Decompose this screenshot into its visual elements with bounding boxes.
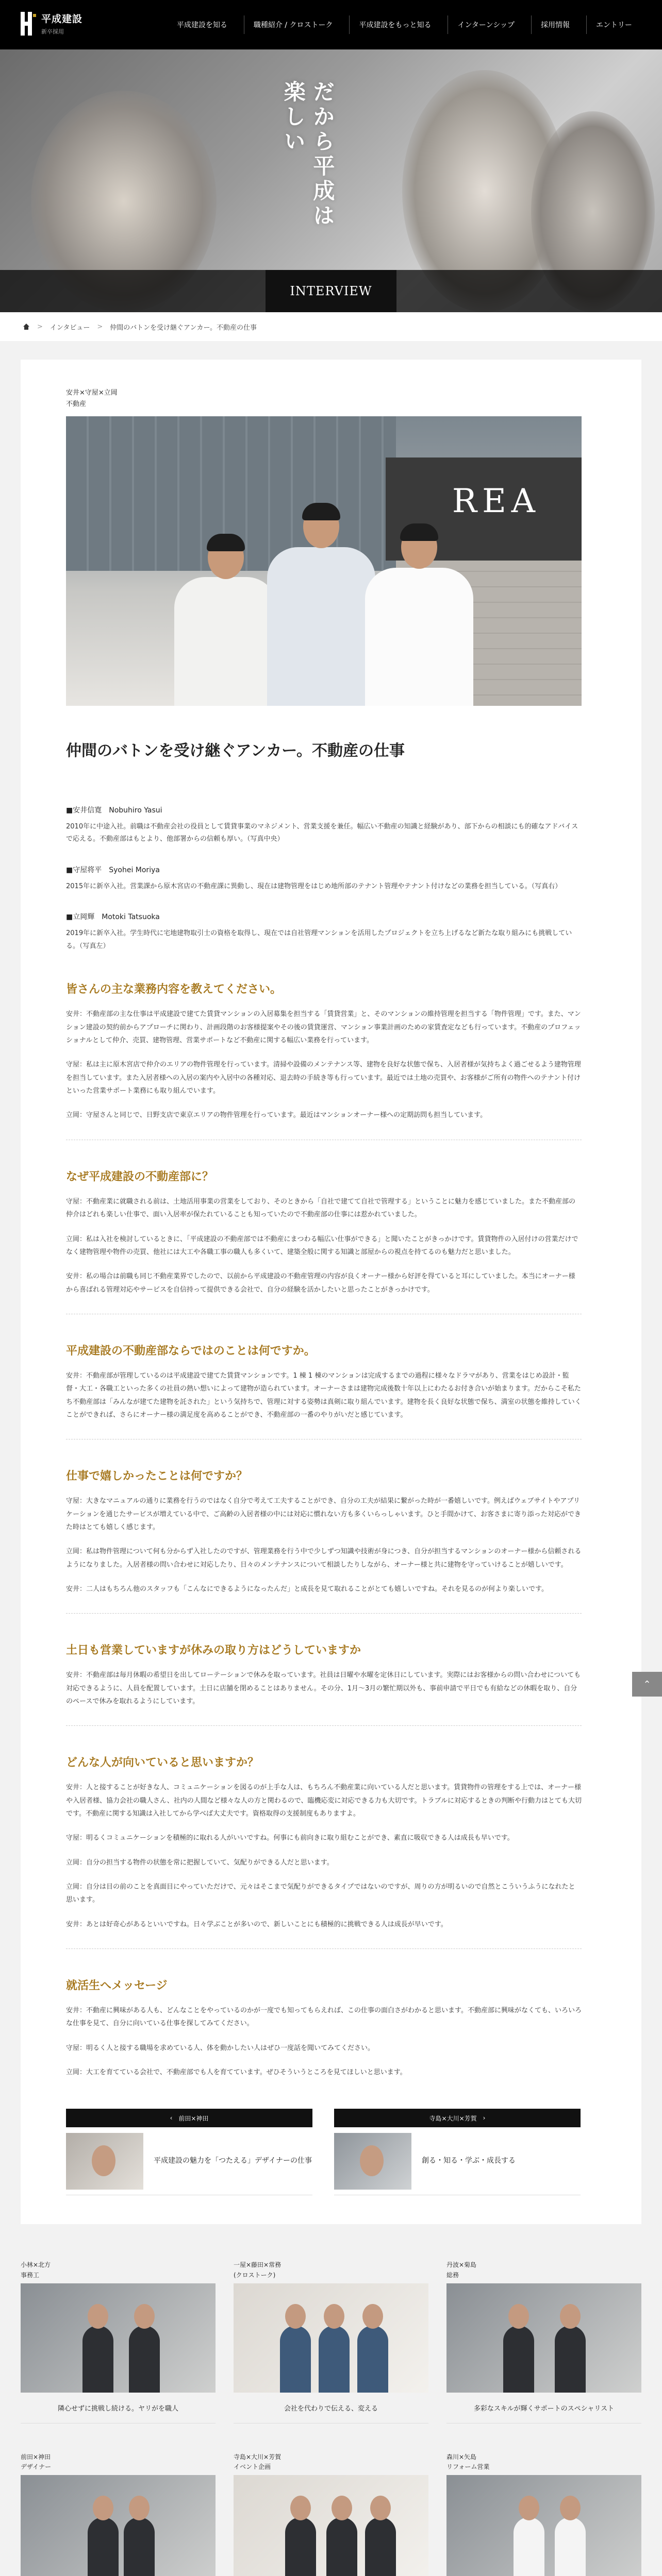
next-article-thumbnail — [334, 2133, 411, 2190]
question-heading: 土日も営業していますが休みの取り方はどうしていますか — [66, 1644, 361, 1657]
related-card[interactable]: 丹波×菊島 総務 多彩なスキルが輝くサポートのスペシャリスト — [446, 2260, 641, 2423]
answer-text: 安井：不動産部は毎月休暇の希望日を出してローテーションで休みを取っています。社員は日曜や水曜を定休日にしています。実際にはお客様からの問い合わせについても対応できるように、人員を配置しています。土日に店舗を閉めることはありません。その分、1月～3月の繁忙期以外も、事前申請で平日でも有給などの休暇を取り、自分のペースで休みを取れるようにしています。 — [66, 1671, 581, 1705]
answer-text: 守屋：明るく人と接する職場を求めている人、体を動かしたい人はぜひ一度話を聞いてみてください。 — [66, 2044, 375, 2052]
chevron-left-icon: ‹ — [170, 2114, 173, 2122]
answer-text: 安井：不動産に興味がある人も、どんなことをやっているのかが一度でも知ってもらえれば、この仕事の面白さがわかると思います。不動産部に興味がなくても、いろいろな仕事を見て、自分に向いている仕事を探してみてください。 — [66, 2007, 582, 2028]
next-article-label: 寺島×大川×芳賀 — [429, 2114, 477, 2122]
company-subtitle: 新卒採用 — [41, 28, 64, 35]
nav-about[interactable]: 平成建設を知る — [176, 21, 227, 29]
answer-text: 安井：不動産部が管理しているのは平成建設で建てた賃貸マンションです。1 棟 1 棟のマンションは完成するまでの過程に様々なドラマがあり、営業をはじめ設計・監督・大工・各職工といった多くの社員の熱い想いによって建物が造られています。オーナーさまは建物完成後数十年以上にわたるお付き合いが始まります。だからこそ私たち不動産部は「みんなが建てた建物を託された」という気持ちで、管理に対する姿勢は真剣に取り組んでいます。建物を長く良好な状態で保ち、満室の状態を維持していくことができれば、さらにオーナー様の満足度を高めることができ、不動産部の一番のやりがいだと感じています。 — [66, 1371, 582, 1419]
home-icon[interactable] — [23, 324, 30, 330]
group-photo: REA — [66, 416, 582, 706]
answer-text: 安井：不動産部の主な仕事は平成建設で建てた賃貸マンションの入居募集を担当する「賃貸営業」と、そのマンションの維持管理を担当する「物件管理」です。また、マンション建設の契約前からアプローチに関わり、計画段階のお客様提案やその後の賃貸運営、マンション事業計画のための家賃査定なども行っています。不動産のプロフェッショナルとして仲介、売買、建物管理、営業サポートなど不動産に関する幅広い業務を行っています。 — [66, 1010, 581, 1045]
hero-banner — [0, 49, 662, 312]
article-title: 仲間のバトンを受け継ぐアンカー。不動産の仕事 — [66, 742, 405, 760]
logo-mark-icon — [21, 12, 36, 36]
prev-article-thumbnail — [66, 2133, 143, 2190]
answer-text: 安井：私の場合は前職も同じ不動産業界でしたので、以前から平成建設の不動産管理の内容が良くオーナー様から好評を得ていると耳にしていました。本当にオーナー様から喜ばれる管理対応やサービスを自信持って提供できる会社で、自分の経験を活かしたいと思ったことがきっかけです。 — [66, 1273, 575, 1294]
related-interviews — [21, 2224, 641, 2576]
main-content — [0, 341, 662, 2576]
related-card[interactable]: 寺島×大川×芳賀 イベント企画 — [234, 2452, 428, 2576]
related-card[interactable]: 森川×矢島 リフォーム営業 — [446, 2452, 641, 2576]
answer-text: 守屋：明るくコミュニケーションを積極的に取れる人がいいですね。何事にも前向きに取り組むことができ、素直に吸収できる人は成長も早いです。 — [66, 1834, 514, 1842]
answer-text: 安井：人と接することが好きな人、コミュニケーションを図るのが上手な人は、もちろん不動産業に向いている人だと思います。賃貸物件の管理をする上では、オーナー様や入居者様、協力会社の職人さん、社内の人間など様々な人の方と関わるので、臨機応変に対応できる力も大切です。トラブルに対応するときの判断や行動力はとても大切です。不動産に関する知識は入社してから学べば大丈夫です。資格取得の支援制度もありますよ。 — [66, 1784, 582, 1818]
question-heading: 皆さんの主な業務内容を教えてください。 — [66, 983, 282, 996]
answer-text: 立岡：自分は目の前のことを真面目にやっていただけで、元々はそこまで気配りができるタイプではないのですが、周りの方が明るいので自然とこういうふうになれたと思います。 — [66, 1883, 575, 1904]
photo-label: 安井×守屋×立岡 不動産 — [66, 389, 118, 409]
answer-text: 立岡：私は入社を検討しているときに、「平成建設の不動産部では不動産にまつわる幅広い仕事ができる」と聞いたことがきっかけです。賃貸物件の入居付けの営業だけでなく建物管理や物件の売買、他社には大工や各職工事の職人も多くいて、建築全般に関する知識と部屋からの視点を持てるのも魅力だと思いました。 — [66, 1235, 578, 1256]
nav-jobs[interactable]: 職種紹介 / クロストーク — [244, 15, 342, 34]
breadcrumb-interview[interactable]: インタビュー — [49, 324, 90, 332]
site-header — [0, 0, 662, 49]
answer-text: 立岡：自分の担当する物件の状態を常に把握していて、気配りができる人だと思います。 — [66, 1858, 334, 1867]
question-heading: 仕事で嬉しかったことは何ですか？ — [66, 1470, 248, 1483]
related-thumbnail — [234, 2475, 428, 2576]
related-caption: 会社を代わりで伝える、変える — [234, 2393, 428, 2424]
answer-text: 安井：あとは好奇心があるといいですね。日々学ぶことが多いので、新しいことにも積極的に挑戦できる人は成長が早いです。 — [66, 1920, 448, 1928]
related-thumbnail — [446, 2475, 641, 2576]
interview-badge: INTERVIEW — [266, 270, 396, 312]
prev-article-link[interactable] — [66, 2109, 312, 2195]
answer-text: 守屋：不動産業に就職される前は、土地活用事業の営業をしており、そのときから「自社で建てて自社で管理する」ということに魅力を感じていました。また不動産部の仲介はどれも楽しい仕事で、面い入居率が保たれていることも知っていたので不動産部の仕事には惹かれていました。 — [66, 1197, 576, 1219]
breadcrumb-current: 仲間のバトンを受け継ぐアンカー。不動産の仕事 — [110, 324, 257, 332]
answer-text: 立岡：私は物件管理について何も分からず入社したのですが、管理業務を行う中で少しずつ知識や技術が身につき、自分が担当するマンションのオーナー様から信頼されるようになりました。入居者様の問い合わせに対応したり、日々のメンテナンスについて相談したりしながら、オーナー様と共に建物を守っていけることが嬉しいです。 — [66, 1548, 582, 1569]
question-heading: 就活生へメッセージ — [66, 1979, 168, 1993]
profile-tatsuoka: ■立岡輝 Motoki Tatsuoka 2019年に新卒入社。学生時代に宅地建物取引士の資格を取得し、現在では自社管理マンションを活用したプロジェクトを立ち上げるなど新たな取り組みにも挑戦している。（写真左） — [66, 913, 572, 950]
next-article-link[interactable] — [334, 2109, 581, 2195]
related-card[interactable]: 前田×神田 デザイナー — [21, 2452, 216, 2576]
chevron-right-icon: › — [483, 2114, 486, 2122]
related-thumbnail — [21, 2283, 216, 2393]
qa-section-1 — [66, 980, 596, 1140]
nav-recruit[interactable]: 採用情報 — [531, 15, 579, 34]
company-name: 平成建設 — [41, 13, 83, 25]
related-thumbnail — [446, 2283, 641, 2393]
qa-section-4 — [66, 1467, 596, 1614]
article-card — [21, 360, 641, 2224]
qa-section-3 — [66, 1342, 596, 1439]
profile-moriya: ■守屋将平 Syohei Moriya 2015年に新卒入社。営業課から原木宮店の不動産課に異動し、現在は建物管理をはじめ地所部のテナント管理やテナント付けなどの業務を担当している。（写真右） — [66, 866, 562, 890]
hero-title: だから平成は 楽しい — [280, 80, 336, 229]
answer-text: 立岡：大工を育てている会社で、不動産部でも人を育てています。ぜひそういうところを見てほしいと思います。 — [66, 2069, 407, 2077]
qa-section-7 — [66, 1977, 596, 2079]
breadcrumb: > インタビュー > 仲間のバトンを受け継ぐアンカー。不動産の仕事 — [0, 312, 662, 341]
question-heading: なぜ平成建設の不動産部に？ — [66, 1170, 214, 1183]
company-logo[interactable] — [21, 11, 82, 36]
related-caption: 隣心せずに挑戦し続ける。ヤリがを職人 — [21, 2393, 216, 2424]
question-heading: 平成建設の不動産部ならではのことは何ですか。 — [66, 1344, 316, 1358]
article-pager — [66, 2109, 596, 2195]
answer-text: 守屋：私は主に原木宮店で仲介のエリアの物件管理を行っています。清掃や設備のメンテナンス等、建物を良好な状態で保ち、入居者様が気持ちよく過ごせるよう建物管理を担当しています。また入居者様への入居の案内や入居中の各種対応、退去時の手続き等も行っています。最近では土地の売買や、お客様がご所有の物件へのテナント付けといった営業サポート業務にも取り組んでいます。 — [66, 1061, 581, 1095]
qa-section-5 — [66, 1641, 596, 1726]
answer-text: 安井：二人はもちろん他のスタッフも「こんなにできるようになったんだ」と成長を見て取れることがとても嬉しいですね。それを見るのが何より楽しいです。 — [66, 1585, 548, 1593]
related-thumbnail — [21, 2475, 216, 2576]
qa-section-2 — [66, 1168, 596, 1314]
profile-yasui: ■安井信寛 Nobuhiro Yasui 2010年に中途入社。前職は不動産会社の役員として賃貸事業のマネジメント、営業支援を兼任。幅広い不動産の知識と経験があり、部下からの相談にも的確なアドバイスで応える。不動産部はもとより、他部署からの信頼も厚い。（写真中央） — [66, 806, 578, 843]
scroll-to-top-button[interactable]: ⌃ — [632, 1672, 662, 1697]
related-caption: 多彩なスキルが輝くサポートのスペシャリスト — [446, 2393, 641, 2424]
qa-section-6 — [66, 1754, 596, 1949]
nav-internship[interactable]: インターンシップ — [448, 15, 524, 34]
nav-more[interactable]: 平成建設をもっと知る — [349, 15, 440, 34]
next-article-title: 創る・知る・学ぶ・成長する — [422, 2157, 516, 2165]
related-card[interactable]: 一屋×藤田×常務 (クロストーク) 会社を代わりで伝える、変える — [234, 2260, 428, 2423]
prev-article-title: 平成建設の魅力を「つたえる」デザイナーの仕事 — [154, 2157, 312, 2165]
related-card[interactable]: 小林×北方 事務工 隣心せずに挑戦し続ける。ヤリがを職人 — [21, 2260, 216, 2423]
nav-entry[interactable]: エントリー — [586, 15, 641, 34]
answer-text: 立岡：守屋さんと同じで、日野支店で東京エリアの物件管理を行っています。最近はマンションオーナー様への定期訪問も担当しています。 — [66, 1111, 487, 1120]
related-thumbnail — [234, 2283, 428, 2393]
answer-text: 守屋：大きなマニュアルの通りに業務を行うのではなく自分で考えて工夫することができ、自分の工夫が結果に繋がった時が一番嬉しいです。例えばウェブサイトやアプリケーションを通じたサービスが増えている中で、ご高齢の入居者様の中には対応に慣れない方も多くいらっしゃいます。ひと手間かけて、お客さまに寄り添った対応ができた時はとても嬉しく感じます。 — [66, 1497, 581, 1531]
question-heading: どんな人が向いていると思いますか？ — [66, 1756, 259, 1770]
prev-article-label: 前田×神田 — [178, 2114, 209, 2122]
global-nav — [168, 0, 641, 49]
